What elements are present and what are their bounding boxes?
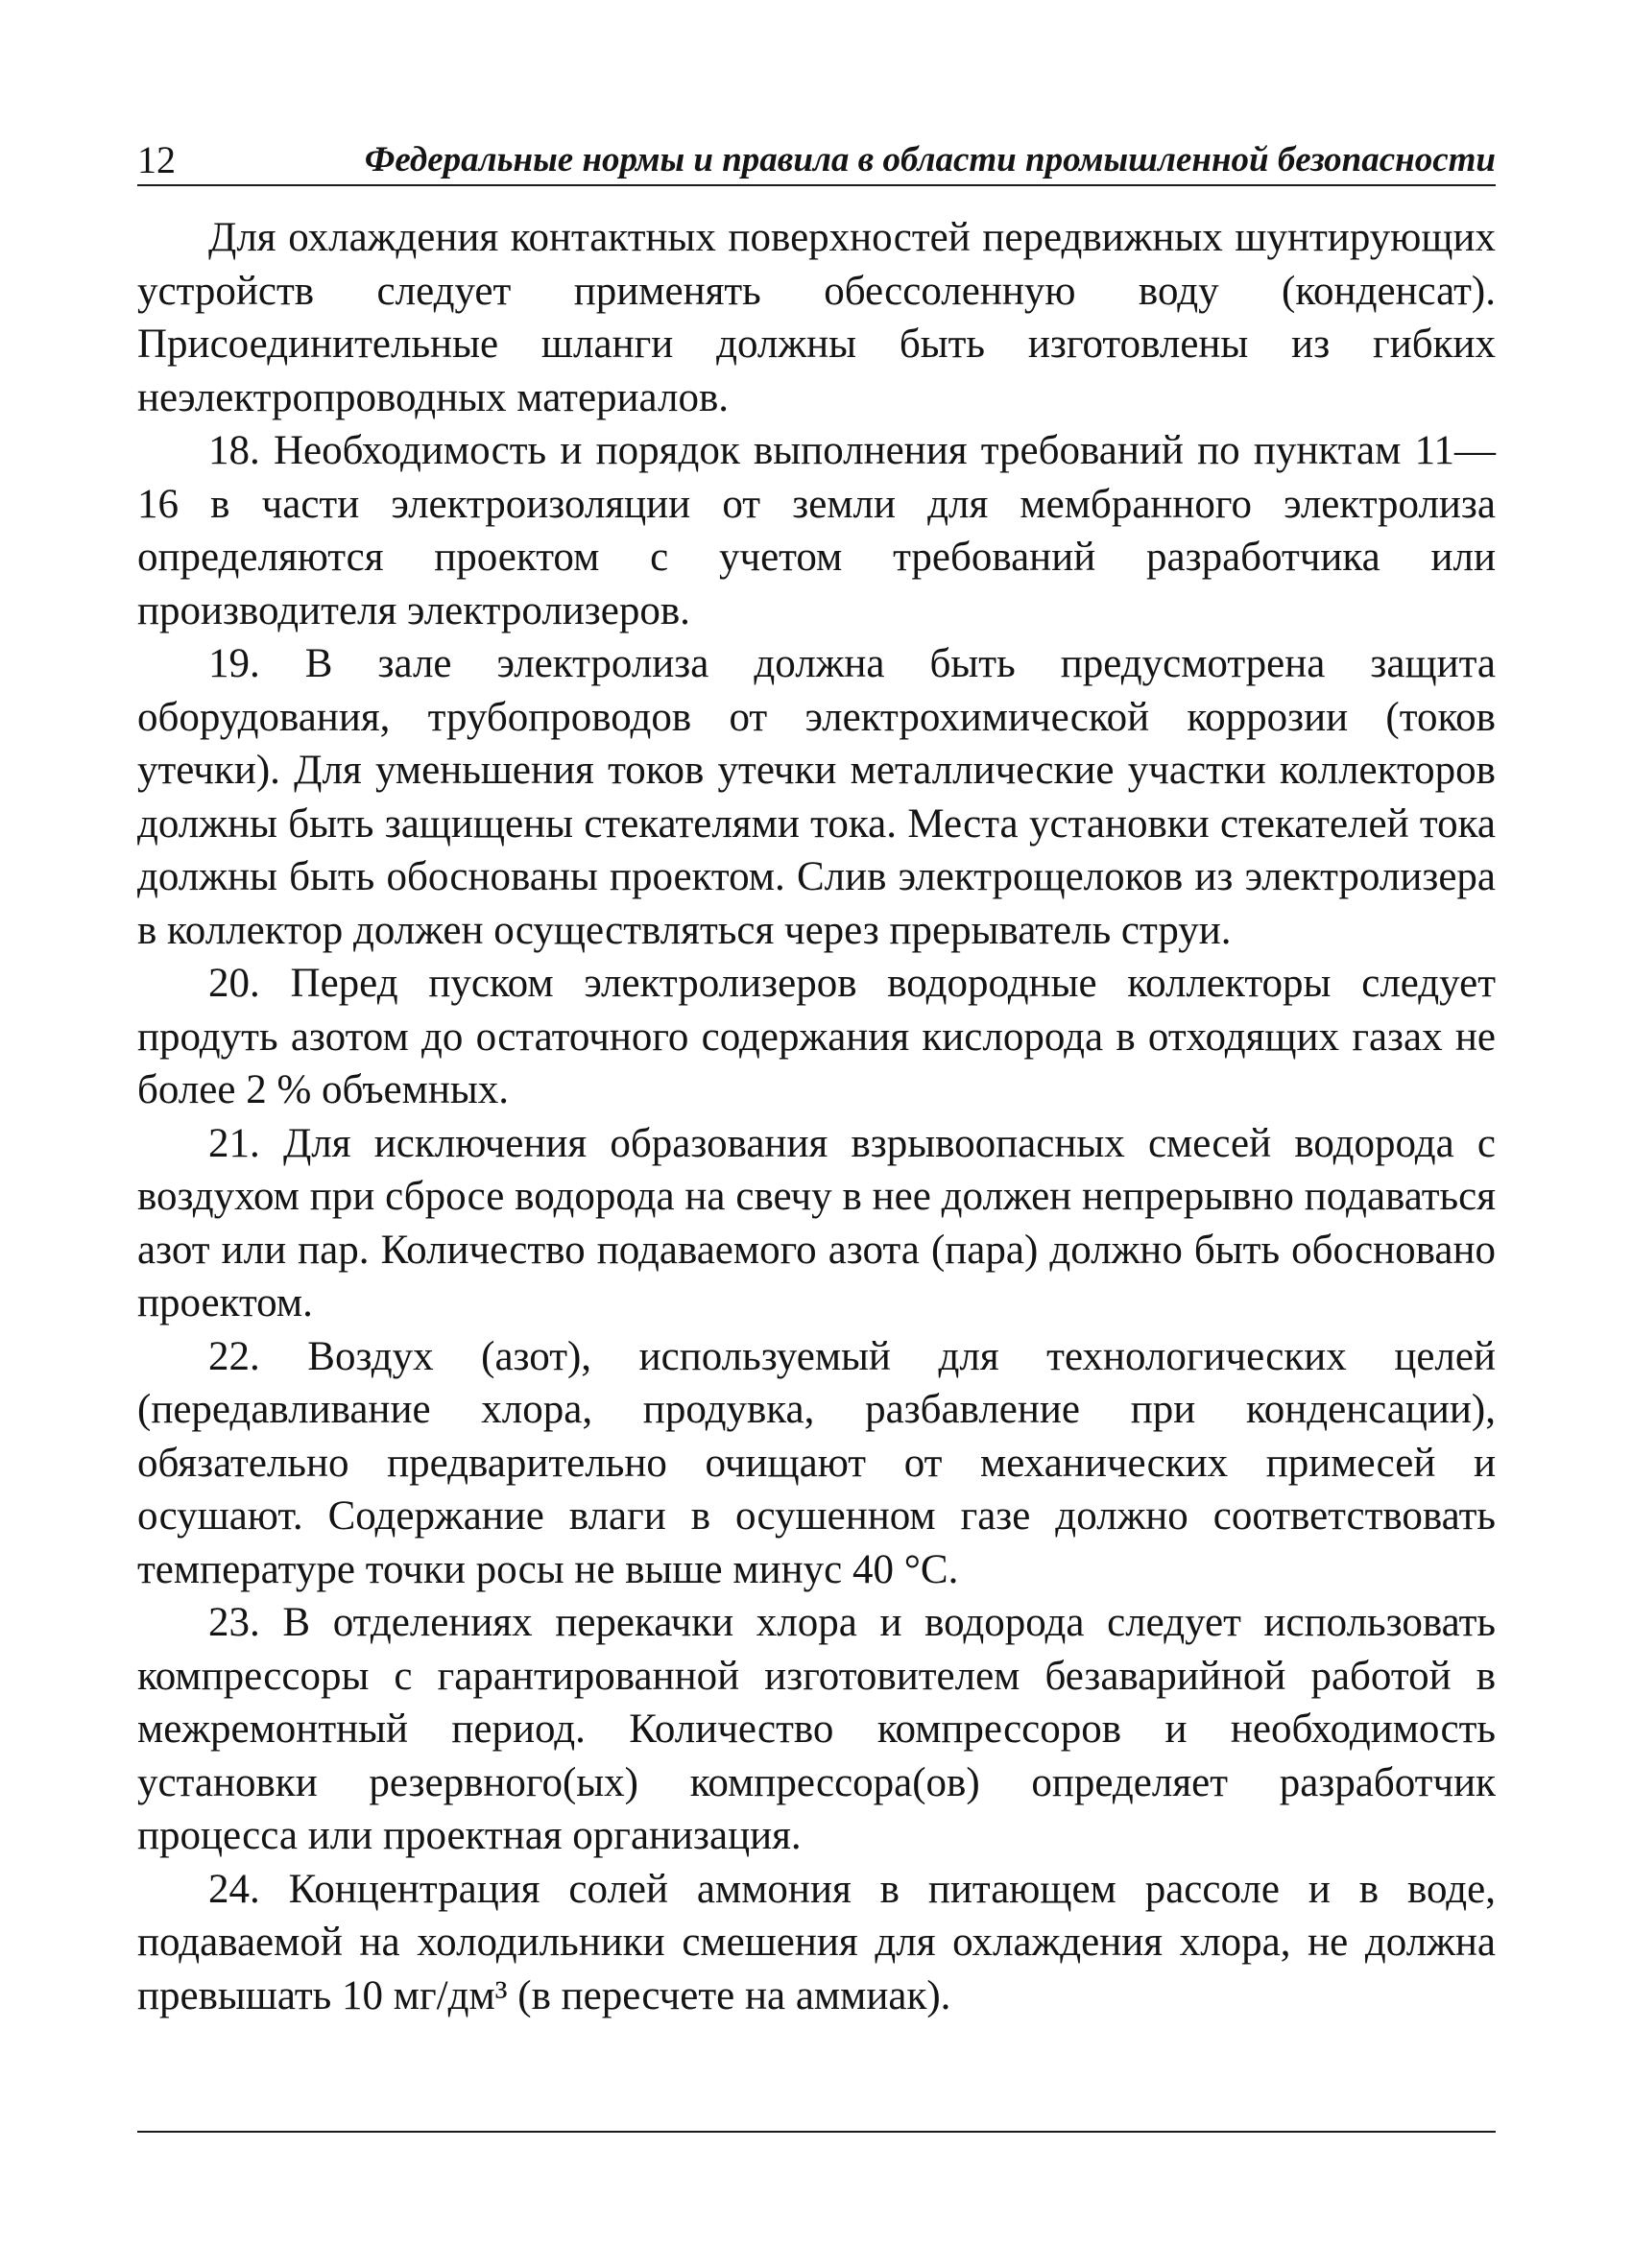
paragraph-item-22: 22. Воздух (азот), используемый для технологических целей (передавливание хлора, продувка, разбавление при конденсации), обязательно предварительно очищают от механических примесей и осушают. Содержание влаги в осушенном газе должно соответствовать температуре точки росы не выше минус 40 °С. xyxy=(137,1333,1496,1592)
body-text xyxy=(137,211,1496,2022)
paragraph-cooling-water: Для охлаждения контактных поверхностей передвижных шунтирующих устройств следует применять обессоленную воду (конденсат). Присоединительные шланги должны быть изготовлены из гибких неэлектропроводных материалов. xyxy=(137,215,1496,420)
paragraph-item-20: 20. Перед пуском электролизеров водородные коллекторы следует продуть азотом до остаточного содержания кислорода в отходящих газах не более 2 % объемных. xyxy=(137,961,1496,1112)
page-number: 12 xyxy=(137,138,176,181)
page-content xyxy=(137,134,1496,2022)
paragraph-item-21: 21. Для исключения образования взрывоопасных смесей водорода с воздухом при сбросе водорода на свечу в нее должен непрерывно подаваться азот или пар. Количество подаваемого азота (пара) должно быть обосновано проектом. xyxy=(137,1120,1496,1325)
paragraph-item-18: 18. Необходимость и порядок выполнения требований по пунктам 11—16 в части электроизоляции от земли для мембранного электролиза определяются проектом с учетом требований разработчика или производителя электролизеров. xyxy=(137,428,1496,633)
running-header xyxy=(137,134,1496,186)
paragraph-item-23: 23. В отделениях перекачки хлора и водорода следует использовать компрессоры с гарантированной изготовителем безаварийной работой в межремонтный период. Количество компрессоров и необходимость установки резервного(ых) компрессора(ов) определяет разработчик процесса или проектная организация. xyxy=(137,1600,1496,1858)
running-title: Федеральные нормы и правила в области промышленной безопасности xyxy=(364,140,1496,179)
paragraph-item-19: 19. В зале электролиза должна быть предусмотрена защита оборудования, трубопроводов от электрохимической коррозии (токов утечки). Для уменьшения токов утечки металлические участки коллекторов должны быть защищены стекателями тока. Места установки стекателей тока должны быть обоснованы проектом. Слив электрощелоков из электролизера в коллектор должен осуществляться через прерыватель струи. xyxy=(137,641,1496,953)
paragraph-item-24: 24. Концентрация солей аммония в питающем рассоле и в воде, подаваемой на холодильники смешения для охлаждения хлора, не должна превышать 10 мг/дм³ (в пересчете на аммиак). xyxy=(137,1866,1496,2018)
bottom-rule xyxy=(137,2131,1496,2133)
